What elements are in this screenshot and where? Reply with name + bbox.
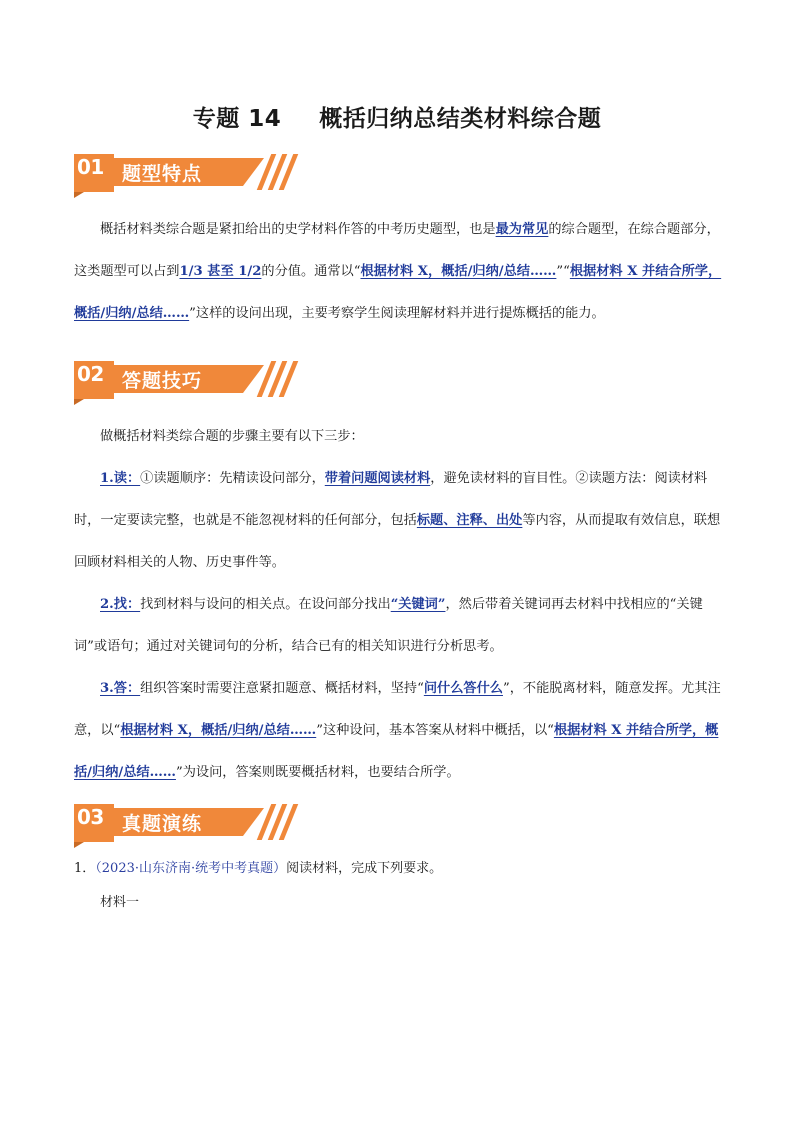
practice-question bbox=[74, 858, 722, 914]
skills-section bbox=[74, 416, 722, 794]
keyword: 根据材料 X，概括/归纳/总结…… bbox=[120, 723, 317, 738]
keyword: 1/3 甚至 1/2 bbox=[179, 264, 262, 279]
skill-read: 1.读：①读题顺序：先精读设问部分，带着问题阅读材料，避免读材料的盲目性。②读题方法：阅读材料时，一定要读完整，也就是不能忽视材料的任何部分，包括标题、注释、出处等内容，从而提取有效信息，联想回顾材料相关的人物、历史事件等。 bbox=[74, 471, 721, 570]
section-banner-02 bbox=[74, 359, 274, 395]
section-label: 真题演练 bbox=[122, 813, 203, 835]
features-paragraph: 概括材料类综合题是紧扣给出的史学材料作答的中考历史题型，也是最为常见的综合题型，在综合题部分，这类题型可以占到1/3 甚至 1/2的分值。通常以“根据材料 X，概括/归纳/总结……”“根据材料 X 并结合所学，概括/归纳/总结……”这样的设问出现，主要考察学生阅读理解材料并进行提炼概括的能力。 bbox=[74, 222, 722, 321]
keyword: 问什么答什么 bbox=[423, 681, 503, 696]
keyword: 根据材料 X 并结合所学，概括/归纳/总结…… bbox=[74, 264, 722, 321]
question-number: 1． bbox=[74, 861, 96, 876]
slash-decoration-icon bbox=[264, 804, 314, 840]
section-label: 题型特点 bbox=[122, 163, 203, 185]
keyword: 带着问题阅读材料 bbox=[324, 471, 431, 486]
keyword: 最为常见 bbox=[495, 222, 549, 237]
skills-intro: 做概括材料类综合题的步骤主要有以下三步： bbox=[100, 429, 364, 444]
section-label: 答题技巧 bbox=[122, 370, 203, 392]
keyword: 根据材料 X，概括/归纳/总结…… bbox=[360, 264, 557, 279]
page-title bbox=[0, 100, 794, 133]
section-number: 01 bbox=[77, 155, 104, 179]
question-text: 阅读材料，完成下列要求。 bbox=[286, 861, 443, 876]
section-number: 03 bbox=[77, 805, 104, 829]
keyword: 根据材料 X 并结合所学，概括/归纳/总结…… bbox=[74, 723, 719, 780]
section-banner-01 bbox=[74, 152, 274, 188]
section-number: 02 bbox=[77, 362, 104, 386]
material-label: 材料一 bbox=[100, 895, 140, 910]
keyword: 标题、注释、出处 bbox=[416, 513, 523, 528]
title-text: 概括归纳总结类材料综合题 bbox=[319, 106, 602, 132]
skill-find: 2.找：找到材料与设问的相关点。在设问部分找出“关键词”，然后带着关键词再去材料中找相应的“关键词”或语句；通过对关键词句的分析，结合已有的相关知识进行分析思考。 bbox=[74, 597, 703, 654]
section-banner-03 bbox=[74, 802, 274, 838]
question-source: （2023·山东济南·统考中考真题） bbox=[95, 861, 287, 876]
slash-decoration-icon bbox=[264, 361, 314, 397]
slash-decoration-icon bbox=[264, 154, 314, 190]
skill-answer: 3.答：组织答案时需要注意紧扣题意、概括材料，坚持“问什么答什么”，不能脱离材料，随意发挥。尤其注意，以“根据材料 X，概括/归纳/总结……”这种设问，基本答案从材料中概括，以“根据材料 X 并结合所学，概括/归纳/总结……”为设问，答案则既要概括材料，也要结合所学。 bbox=[74, 681, 721, 780]
title-number: 专题 14 bbox=[192, 106, 282, 132]
keyword: “关键词” bbox=[390, 597, 446, 612]
